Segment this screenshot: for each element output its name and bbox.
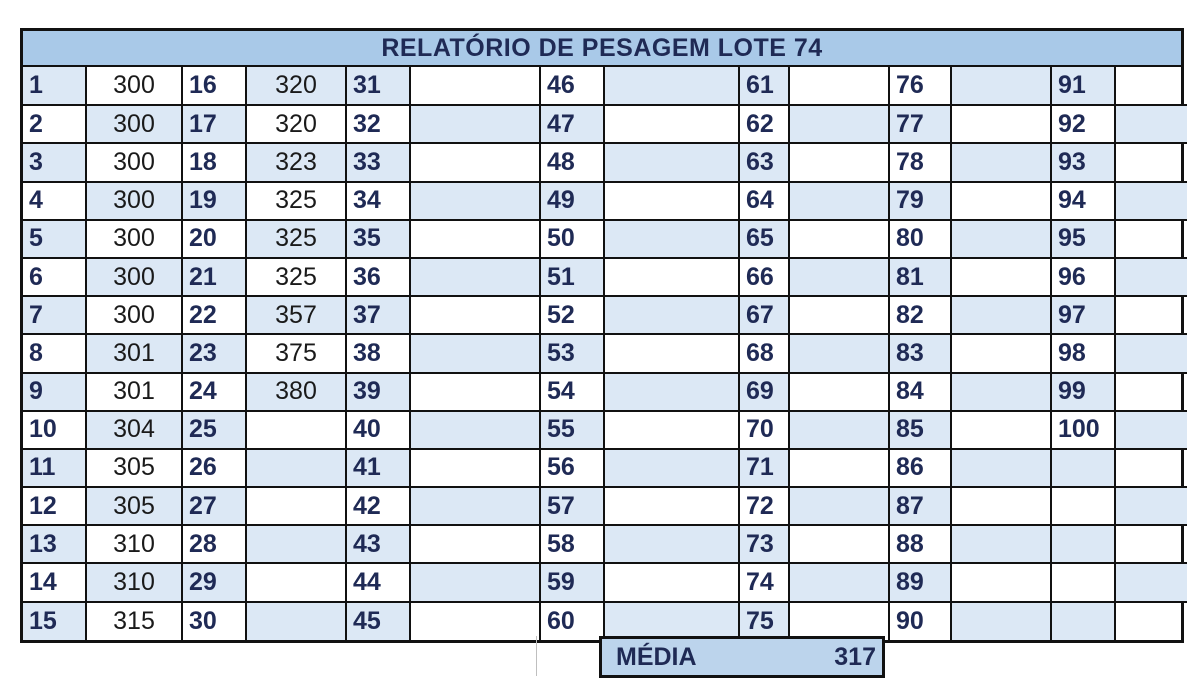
weight-cell: 300 xyxy=(86,258,182,296)
weight-cell: 301 xyxy=(86,373,182,411)
animal-number-cell: 97 xyxy=(1051,296,1115,334)
weight-cell xyxy=(604,449,739,487)
animal-number-cell: 4 xyxy=(23,182,86,220)
divider-line xyxy=(536,636,537,676)
weight-cell: 315 xyxy=(86,602,182,640)
animal-number-cell: 46 xyxy=(540,67,604,105)
weight-cell xyxy=(1115,67,1187,105)
animal-number-cell: 19 xyxy=(182,182,246,220)
weighing-report-sheet xyxy=(20,28,1184,643)
animal-number-cell: 45 xyxy=(346,602,410,640)
weight-cell xyxy=(410,373,540,411)
weight-cell xyxy=(789,220,889,258)
animal-number-cell: 28 xyxy=(182,525,246,563)
animal-number-cell: 87 xyxy=(889,487,951,525)
animal-number-cell: 72 xyxy=(739,487,789,525)
weight-cell xyxy=(246,563,346,601)
animal-number-cell: 23 xyxy=(182,334,246,372)
report-title: RELATÓRIO DE PESAGEM LOTE 74 xyxy=(23,31,1181,67)
animal-number-cell: 82 xyxy=(889,296,951,334)
weight-cell xyxy=(246,411,346,449)
animal-number-cell: 91 xyxy=(1051,67,1115,105)
animal-number-cell: 7 xyxy=(23,296,86,334)
weight-cell: 300 xyxy=(86,105,182,143)
table-row xyxy=(23,182,1187,220)
weight-cell xyxy=(951,373,1051,411)
animal-number-cell: 99 xyxy=(1051,373,1115,411)
animal-number-cell: 65 xyxy=(739,220,789,258)
weight-cell xyxy=(951,563,1051,601)
weight-cell xyxy=(246,525,346,563)
animal-number-cell: 88 xyxy=(889,525,951,563)
weight-cell: 310 xyxy=(86,525,182,563)
weight-cell xyxy=(410,67,540,105)
weight-cell xyxy=(410,143,540,181)
weight-cell xyxy=(789,602,889,640)
weight-cell xyxy=(410,220,540,258)
weight-cell xyxy=(1115,258,1187,296)
weight-cell: 320 xyxy=(246,67,346,105)
weight-cell xyxy=(951,105,1051,143)
weight-cell xyxy=(410,487,540,525)
animal-number-cell: 57 xyxy=(540,487,604,525)
weight-cell xyxy=(789,296,889,334)
weight-cell xyxy=(410,525,540,563)
weight-cell: 380 xyxy=(246,373,346,411)
weight-cell xyxy=(604,182,739,220)
weight-cell xyxy=(951,487,1051,525)
weight-cell xyxy=(604,373,739,411)
weight-cell: 301 xyxy=(86,334,182,372)
animal-number-cell: 74 xyxy=(739,563,789,601)
animal-number-cell: 43 xyxy=(346,525,410,563)
weight-cell: 300 xyxy=(86,296,182,334)
weight-cell xyxy=(951,449,1051,487)
animal-number-cell: 79 xyxy=(889,182,951,220)
animal-number-cell: 26 xyxy=(182,449,246,487)
animal-number-cell: 38 xyxy=(346,334,410,372)
weight-cell xyxy=(1115,563,1187,601)
animal-number-cell: 13 xyxy=(23,525,86,563)
animal-number-cell: 61 xyxy=(739,67,789,105)
weight-cell xyxy=(410,563,540,601)
animal-number-cell: 15 xyxy=(23,602,86,640)
animal-number-cell: 29 xyxy=(182,563,246,601)
weight-cell xyxy=(1115,334,1187,372)
table-row xyxy=(23,143,1187,181)
weight-cell xyxy=(789,487,889,525)
weight-cell xyxy=(951,334,1051,372)
weight-cell xyxy=(1115,487,1187,525)
table-row xyxy=(23,67,1187,105)
weight-cell xyxy=(1115,143,1187,181)
animal-number-cell: 6 xyxy=(23,258,86,296)
weight-cell xyxy=(604,334,739,372)
table-row xyxy=(23,296,1187,334)
weight-cell: 305 xyxy=(86,487,182,525)
animal-number-cell: 73 xyxy=(739,525,789,563)
animal-number-cell: 3 xyxy=(23,143,86,181)
weight-cell xyxy=(1115,449,1187,487)
animal-number-cell: 90 xyxy=(889,602,951,640)
weight-cell xyxy=(410,296,540,334)
weight-cell xyxy=(246,602,346,640)
animal-number-cell: 95 xyxy=(1051,220,1115,258)
weight-cell xyxy=(604,220,739,258)
animal-number-cell: 84 xyxy=(889,373,951,411)
weight-cell: 325 xyxy=(246,258,346,296)
animal-number-cell: 31 xyxy=(346,67,410,105)
table-row xyxy=(23,449,1187,487)
animal-number-cell: 24 xyxy=(182,373,246,411)
animal-number-cell: 70 xyxy=(739,411,789,449)
animal-number-cell: 78 xyxy=(889,143,951,181)
weight-cell xyxy=(604,525,739,563)
animal-number-cell xyxy=(1051,449,1115,487)
animal-number-cell: 14 xyxy=(23,563,86,601)
weight-cell: 310 xyxy=(86,563,182,601)
average-label: MÉDIA xyxy=(616,642,697,671)
animal-number-cell xyxy=(1051,602,1115,640)
animal-number-cell: 100 xyxy=(1051,411,1115,449)
weight-cell xyxy=(789,563,889,601)
animal-number-cell: 86 xyxy=(889,449,951,487)
animal-number-cell: 11 xyxy=(23,449,86,487)
weight-cell: 323 xyxy=(246,143,346,181)
animal-number-cell: 12 xyxy=(23,487,86,525)
animal-number-cell: 2 xyxy=(23,105,86,143)
animal-number-cell: 83 xyxy=(889,334,951,372)
weight-cell xyxy=(410,105,540,143)
animal-number-cell: 89 xyxy=(889,563,951,601)
animal-number-cell xyxy=(1051,525,1115,563)
animal-number-cell: 54 xyxy=(540,373,604,411)
weight-cell xyxy=(789,143,889,181)
weight-cell xyxy=(951,602,1051,640)
animal-number-cell: 17 xyxy=(182,105,246,143)
table-row xyxy=(23,602,1187,640)
animal-number-cell: 52 xyxy=(540,296,604,334)
weight-cell xyxy=(410,602,540,640)
animal-number-cell: 58 xyxy=(540,525,604,563)
weight-cell xyxy=(410,182,540,220)
table-row xyxy=(23,411,1187,449)
weighing-table xyxy=(23,67,1187,640)
weight-cell xyxy=(789,334,889,372)
weight-cell xyxy=(410,411,540,449)
animal-number-cell: 25 xyxy=(182,411,246,449)
animal-number-cell: 75 xyxy=(739,602,789,640)
animal-number-cell: 63 xyxy=(739,143,789,181)
weight-cell: 304 xyxy=(86,411,182,449)
weight-cell xyxy=(604,105,739,143)
weight-cell: 357 xyxy=(246,296,346,334)
animal-number-cell: 10 xyxy=(23,411,86,449)
animal-number-cell: 21 xyxy=(182,258,246,296)
weight-cell xyxy=(789,373,889,411)
animal-number-cell: 37 xyxy=(346,296,410,334)
weight-cell xyxy=(789,258,889,296)
weight-cell xyxy=(951,220,1051,258)
weight-cell xyxy=(951,296,1051,334)
weight-cell: 300 xyxy=(86,143,182,181)
weight-cell: 300 xyxy=(86,67,182,105)
animal-number-cell: 66 xyxy=(739,258,789,296)
weight-cell xyxy=(246,487,346,525)
animal-number-cell: 51 xyxy=(540,258,604,296)
average-value: 317 xyxy=(834,642,876,671)
weight-cell xyxy=(604,143,739,181)
weight-cell: 325 xyxy=(246,220,346,258)
animal-number-cell: 71 xyxy=(739,449,789,487)
table-row xyxy=(23,220,1187,258)
animal-number-cell: 5 xyxy=(23,220,86,258)
weight-cell: 320 xyxy=(246,105,346,143)
animal-number-cell xyxy=(1051,487,1115,525)
weight-cell xyxy=(410,449,540,487)
animal-number-cell: 64 xyxy=(739,182,789,220)
animal-number-cell: 69 xyxy=(739,373,789,411)
animal-number-cell: 44 xyxy=(346,563,410,601)
animal-number-cell: 20 xyxy=(182,220,246,258)
animal-number-cell: 9 xyxy=(23,373,86,411)
table-row xyxy=(23,258,1187,296)
weight-cell xyxy=(789,105,889,143)
animal-number-cell: 39 xyxy=(346,373,410,411)
weight-cell xyxy=(951,67,1051,105)
weight-cell xyxy=(410,258,540,296)
animal-number-cell: 32 xyxy=(346,105,410,143)
weight-cell xyxy=(1115,411,1187,449)
weight-cell xyxy=(789,182,889,220)
animal-number-cell: 98 xyxy=(1051,334,1115,372)
weight-cell xyxy=(604,258,739,296)
average-box xyxy=(599,636,885,678)
animal-number-cell: 41 xyxy=(346,449,410,487)
weight-cell xyxy=(1115,105,1187,143)
weight-cell xyxy=(1115,373,1187,411)
animal-number-cell: 48 xyxy=(540,143,604,181)
animal-number-cell: 42 xyxy=(346,487,410,525)
weight-cell: 375 xyxy=(246,334,346,372)
table-row xyxy=(23,487,1187,525)
animal-number-cell: 77 xyxy=(889,105,951,143)
weight-cell xyxy=(604,602,739,640)
weight-cell: 300 xyxy=(86,220,182,258)
weight-cell xyxy=(604,563,739,601)
table-row xyxy=(23,373,1187,411)
animal-number-cell: 96 xyxy=(1051,258,1115,296)
animal-number-cell: 47 xyxy=(540,105,604,143)
animal-number-cell: 49 xyxy=(540,182,604,220)
animal-number-cell: 67 xyxy=(739,296,789,334)
weight-cell xyxy=(246,449,346,487)
animal-number-cell: 50 xyxy=(540,220,604,258)
weight-cell xyxy=(789,449,889,487)
weight-cell xyxy=(1115,182,1187,220)
table-row xyxy=(23,563,1187,601)
weight-cell xyxy=(951,182,1051,220)
animal-number-cell: 60 xyxy=(540,602,604,640)
weight-cell xyxy=(604,411,739,449)
animal-number-cell: 16 xyxy=(182,67,246,105)
animal-number-cell xyxy=(1051,563,1115,601)
animal-number-cell: 30 xyxy=(182,602,246,640)
animal-number-cell: 35 xyxy=(346,220,410,258)
animal-number-cell: 76 xyxy=(889,67,951,105)
table-row xyxy=(23,105,1187,143)
animal-number-cell: 34 xyxy=(346,182,410,220)
animal-number-cell: 55 xyxy=(540,411,604,449)
weight-cell xyxy=(1115,525,1187,563)
table-row xyxy=(23,334,1187,372)
animal-number-cell: 80 xyxy=(889,220,951,258)
weight-cell xyxy=(1115,602,1187,640)
weight-cell xyxy=(789,411,889,449)
weight-cell xyxy=(789,525,889,563)
weight-cell xyxy=(410,334,540,372)
weight-cell xyxy=(604,296,739,334)
animal-number-cell: 59 xyxy=(540,563,604,601)
weight-cell: 325 xyxy=(246,182,346,220)
animal-number-cell: 8 xyxy=(23,334,86,372)
animal-number-cell: 62 xyxy=(739,105,789,143)
animal-number-cell: 93 xyxy=(1051,143,1115,181)
animal-number-cell: 94 xyxy=(1051,182,1115,220)
animal-number-cell: 36 xyxy=(346,258,410,296)
weight-cell xyxy=(951,258,1051,296)
weight-cell xyxy=(789,67,889,105)
weight-cell xyxy=(1115,296,1187,334)
animal-number-cell: 53 xyxy=(540,334,604,372)
animal-number-cell: 92 xyxy=(1051,105,1115,143)
animal-number-cell: 33 xyxy=(346,143,410,181)
animal-number-cell: 56 xyxy=(540,449,604,487)
weight-cell xyxy=(604,67,739,105)
weight-cell: 300 xyxy=(86,182,182,220)
weight-cell xyxy=(951,411,1051,449)
animal-number-cell: 40 xyxy=(346,411,410,449)
table-row xyxy=(23,525,1187,563)
weight-cell xyxy=(951,525,1051,563)
animal-number-cell: 27 xyxy=(182,487,246,525)
animal-number-cell: 1 xyxy=(23,67,86,105)
weight-cell xyxy=(604,487,739,525)
animal-number-cell: 81 xyxy=(889,258,951,296)
weight-cell: 305 xyxy=(86,449,182,487)
animal-number-cell: 22 xyxy=(182,296,246,334)
weight-cell xyxy=(1115,220,1187,258)
animal-number-cell: 85 xyxy=(889,411,951,449)
weight-cell xyxy=(951,143,1051,181)
animal-number-cell: 68 xyxy=(739,334,789,372)
animal-number-cell: 18 xyxy=(182,143,246,181)
